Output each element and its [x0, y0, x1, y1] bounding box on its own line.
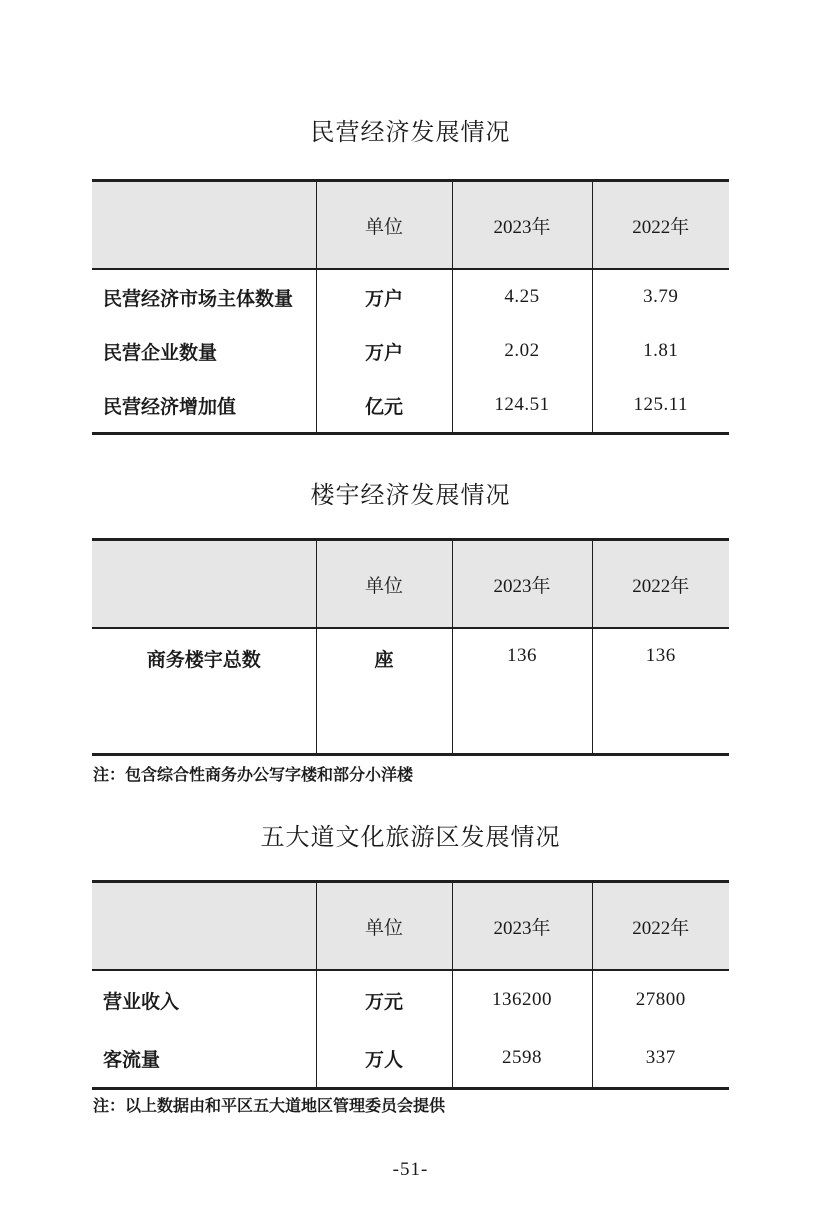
- row-label: 客流量: [103, 1049, 161, 1071]
- table-wudadao-tourism: [92, 880, 729, 1090]
- value-2022: 337: [592, 1029, 729, 1089]
- row-unit: 万户: [316, 269, 452, 324]
- section-title-wudadao-tourism: 五大道文化旅游区发展情况: [260, 825, 561, 851]
- value-2023: 4.25: [452, 269, 592, 324]
- value-2022: 3.79: [592, 269, 729, 324]
- table-note-wudadao-tourism: 注：以上数据由和平区五大道地区管理委员会提供: [93, 1098, 446, 1115]
- table-row: [92, 269, 729, 324]
- col-header-indicator: [92, 181, 316, 270]
- table-row: [92, 628, 729, 755]
- table-row: [92, 378, 729, 434]
- col-header-indicator: [92, 882, 316, 971]
- page-number: -51-: [392, 1159, 429, 1180]
- value-2023: 2598: [452, 1029, 592, 1089]
- col-header-unit: 单位: [316, 882, 452, 971]
- value-2023: 124.51: [452, 378, 592, 434]
- row-label: 民营企业数量: [103, 342, 218, 364]
- row-label: 民营经济增加值: [103, 396, 237, 418]
- table-note-building-economy: 注：包含综合性商务办公写字楼和部分小洋楼: [93, 767, 414, 784]
- row-unit: 万人: [316, 1029, 452, 1089]
- value-2023: 136: [452, 628, 592, 755]
- table-header-row: [92, 181, 729, 270]
- table-header-row: [92, 882, 729, 971]
- col-header-2022: 2022年: [592, 181, 729, 270]
- row-unit: 万户: [316, 324, 452, 378]
- page-content: [92, 115, 729, 1183]
- row-unit: 亿元: [316, 378, 452, 434]
- value-2022: 136: [592, 628, 729, 755]
- row-label: 营业收入: [103, 991, 180, 1013]
- row-unit: 万元: [316, 970, 452, 1029]
- table-row: [92, 324, 729, 378]
- table-building-economy: [92, 538, 729, 756]
- row-label: 商务楼宇总数: [146, 650, 261, 671]
- section-title-building-economy: 楼宇经济发展情况: [310, 483, 511, 509]
- section-title-private-economy: 民营经济发展情况: [310, 120, 511, 146]
- table-row: [92, 970, 729, 1029]
- value-2022: 125.11: [592, 378, 729, 434]
- col-header-2023: 2023年: [452, 181, 592, 270]
- table-header-row: [92, 540, 729, 629]
- col-header-2023: 2023年: [452, 882, 592, 971]
- col-header-indicator: [92, 540, 316, 629]
- table-row: [92, 1029, 729, 1089]
- row-unit: 座: [316, 628, 452, 755]
- value-2023: 2.02: [452, 324, 592, 378]
- row-label: 民营经济市场主体数量: [103, 288, 294, 310]
- col-header-2023: 2023年: [452, 540, 592, 629]
- col-header-unit: 单位: [316, 181, 452, 270]
- value-2023: 136200: [452, 970, 592, 1029]
- col-header-2022: 2022年: [592, 540, 729, 629]
- table-private-economy: [92, 179, 729, 435]
- value-2022: 1.81: [592, 324, 729, 378]
- col-header-2022: 2022年: [592, 882, 729, 971]
- col-header-unit: 单位: [316, 540, 452, 629]
- value-2022: 27800: [592, 970, 729, 1029]
